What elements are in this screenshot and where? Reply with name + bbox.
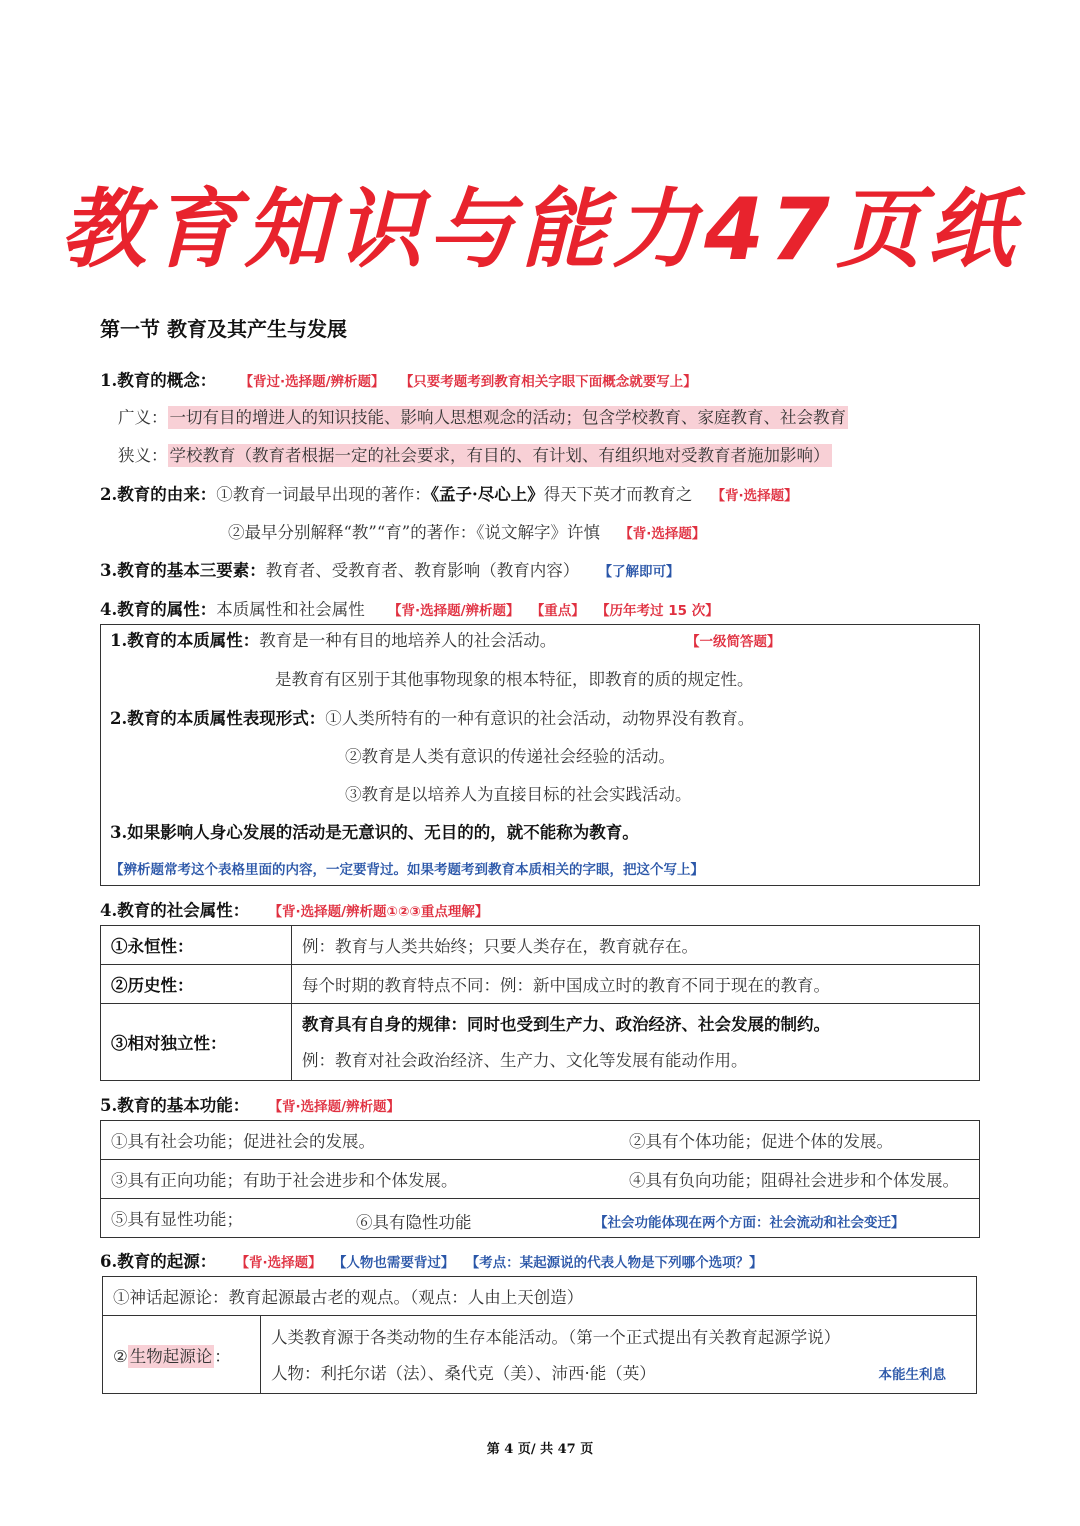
social-name-3: ③相对独立性： <box>101 1004 292 1081</box>
table-row <box>103 1277 977 1316</box>
social-text-3-bold: 教育具有自身的规律：同时也受到生产力、政治经济、社会发展的制约。 <box>302 1015 830 1034</box>
essence-text: 教育是一种有目的地培养人的社会活动。 <box>259 631 557 650</box>
origin-bio-line-2: 人物：利托尔诺（法）、桑代克（美）、沛西·能（英） <box>271 1363 656 1383</box>
elements-label: 3.教育的基本三要素： <box>100 561 266 580</box>
section-title: 第一节 教育及其产生与发展 <box>100 317 347 341</box>
function-5: ⑤具有显性功能； <box>111 1210 243 1229</box>
origin-word-line1 <box>100 481 798 505</box>
social-table <box>100 925 980 1081</box>
social-heading <box>100 897 488 921</box>
concept-tag-2: 【只要考题考到教育相关字眼下面概念就要写上】 <box>399 374 697 390</box>
table-row <box>101 1121 980 1160</box>
origin-bio-name: 生物起源论 <box>129 1346 213 1366</box>
attributes-tag-2: 【重点】 <box>530 603 585 619</box>
social-text-3: 例：教育对社会政治经济、生产力、文化等发展有能动作用。 <box>302 1051 748 1070</box>
origin-bio-cell <box>261 1316 977 1394</box>
concept-label: 1.教育的概念： <box>100 371 217 390</box>
functions-tag: 【背·选择题/辨析题】 <box>268 1099 401 1115</box>
social-text-1: 例：教育与人类共始终；只要人类存在，教育就存在。 <box>292 926 980 965</box>
origin-myth: ①神话起源论：教育起源最古老的观点。（观点：人由上天创造） <box>103 1277 977 1316</box>
functions-last-row <box>101 1199 980 1238</box>
concept-tag-1: 【背过·选择题/辨析题】 <box>239 374 385 390</box>
attributes-tag-1: 【背·选择题/辨析题】 <box>387 603 520 619</box>
origin-bio-colon: ： <box>214 1346 231 1366</box>
essence-line-4: ②教育是人类有意识的传递社会经验的活动。 <box>345 747 675 766</box>
table-row <box>101 1199 980 1238</box>
social-text-2: 每个时期的教育特点不同：例：新中国成立时的教育不同于现在的教育。 <box>292 965 980 1004</box>
origin-bio-line-1: 人类教育源于各类动物的生存本能活动。（第一个正式提出有关教育起源学说） <box>271 1327 841 1347</box>
concept-heading <box>100 367 697 391</box>
origin-word-tag-2: 【背·选择题】 <box>619 526 706 542</box>
table-row <box>101 926 980 965</box>
origin-word-tag-1: 【背·选择题】 <box>711 488 798 504</box>
essence-line-2: 是教育有区别于其他事物现象的根本特征，即教育的质的规定性。 <box>275 670 754 689</box>
essence-line-3 <box>110 705 754 729</box>
essence-label: 1.教育的本质属性： <box>110 631 260 650</box>
origin-heading <box>100 1248 763 1272</box>
function-3: ③具有正向功能；有助于社会进步和个体发展。 <box>101 1160 620 1199</box>
functions-note: 【社会功能体现在两个方面：社会流动和社会变迁】 <box>594 1215 905 1231</box>
social-name-1: ①永恒性： <box>101 926 292 965</box>
table-row <box>101 1160 980 1199</box>
origin-tag-3: 【考点：某起源说的代表人物是下列哪个选项？】 <box>465 1255 763 1271</box>
essence-line-1 <box>110 627 556 651</box>
origin-label: 6.教育的起源： <box>100 1252 217 1271</box>
social-name-2: ②历史性： <box>101 965 292 1004</box>
origin-word-line2 <box>228 519 705 543</box>
table-row <box>101 1004 980 1081</box>
essence-forms-text: ①人类所特有的一种有意识的社会活动，动物界没有教育。 <box>325 709 755 728</box>
functions-table <box>100 1120 980 1238</box>
origin-bio-prefix: ② <box>113 1346 128 1366</box>
essence-line-6: 3.如果影响人身心发展的活动是无意识的、无目的的，就不能称为教育。 <box>110 823 639 842</box>
table-row <box>103 1316 977 1394</box>
function-2: ②具有个体功能；促进个体的发展。 <box>619 1121 980 1160</box>
origin-word-text-c: 得天下英才而教育之 <box>543 485 693 504</box>
origin-bio-note: 本能生利息 <box>878 1367 946 1383</box>
narrow-text: 学校教育（教育者根据一定的社会要求，有目的、有计划、有组织地对受教育者施加影响） <box>169 446 830 465</box>
elements-text: 教育者、受教育者、教育影响（教育内容） <box>265 561 580 580</box>
origin-bio-name-cell <box>103 1316 261 1394</box>
functions-label: 5.教育的基本功能： <box>100 1096 250 1115</box>
elements-tag: 【了解即可】 <box>598 564 680 580</box>
attributes-text: 本质属性和社会属性 <box>216 600 365 619</box>
essence-tag: 【一级简答题】 <box>686 634 781 650</box>
function-4: ④具有负向功能；阻碍社会进步和个体发展。 <box>619 1160 980 1199</box>
essence-note: 【辨析题常考这个表格里面的内容，一定要背过。如果考题考到教育本质相关的字眼，把这个写上】 <box>110 862 704 878</box>
page-number: 第 4 页/ 共 47 页 <box>486 1442 594 1457</box>
function-1: ①具有社会功能；促进社会的发展。 <box>101 1121 620 1160</box>
origin-word-label: 2.教育的由来： <box>100 485 217 504</box>
origin-table <box>102 1276 977 1394</box>
origin-tag-2: 【人物也需要背过】 <box>332 1255 455 1271</box>
concept-broad <box>118 404 848 428</box>
narrow-label: 狭义： <box>118 446 168 465</box>
social-tag: 【背·选择题/辨析题①②③重点理解】 <box>268 904 489 920</box>
page-banner-title: 教育知识与能力47页纸 <box>60 180 1020 280</box>
essence-line-5: ③教育是以培养人为直接目标的社会实践活动。 <box>345 785 692 804</box>
essence-forms-label: 2.教育的本质属性表现形式： <box>110 709 326 728</box>
origin-word-book: 《孟子·尽心上》 <box>430 485 544 504</box>
attributes-tag-3: 【历年考过 15 次】 <box>596 603 719 619</box>
broad-text: 一切有目的增进人的知识技能、影响人思想观念的活动；包含学校教育、家庭教育、社会教育 <box>169 408 846 427</box>
elements-line <box>100 557 679 581</box>
functions-heading <box>100 1092 400 1116</box>
social-cell-3 <box>292 1004 980 1081</box>
table-row <box>101 965 980 1004</box>
attributes-line <box>100 596 719 620</box>
origin-word-text-2: ②最早分别解释“教”“育”的著作：《说文解字》许慎 <box>228 523 600 542</box>
attributes-label: 4.教育的属性： <box>100 600 217 619</box>
origin-word-text-a: ①教育一词最早出现的著作： <box>216 485 431 504</box>
function-6: ⑥具有隐性功能 <box>356 1213 472 1232</box>
origin-tag-1: 【背·选择题】 <box>235 1255 322 1271</box>
broad-label: 广义： <box>118 408 168 427</box>
concept-narrow <box>118 442 832 466</box>
social-label: 4.教育的社会属性： <box>100 901 250 920</box>
